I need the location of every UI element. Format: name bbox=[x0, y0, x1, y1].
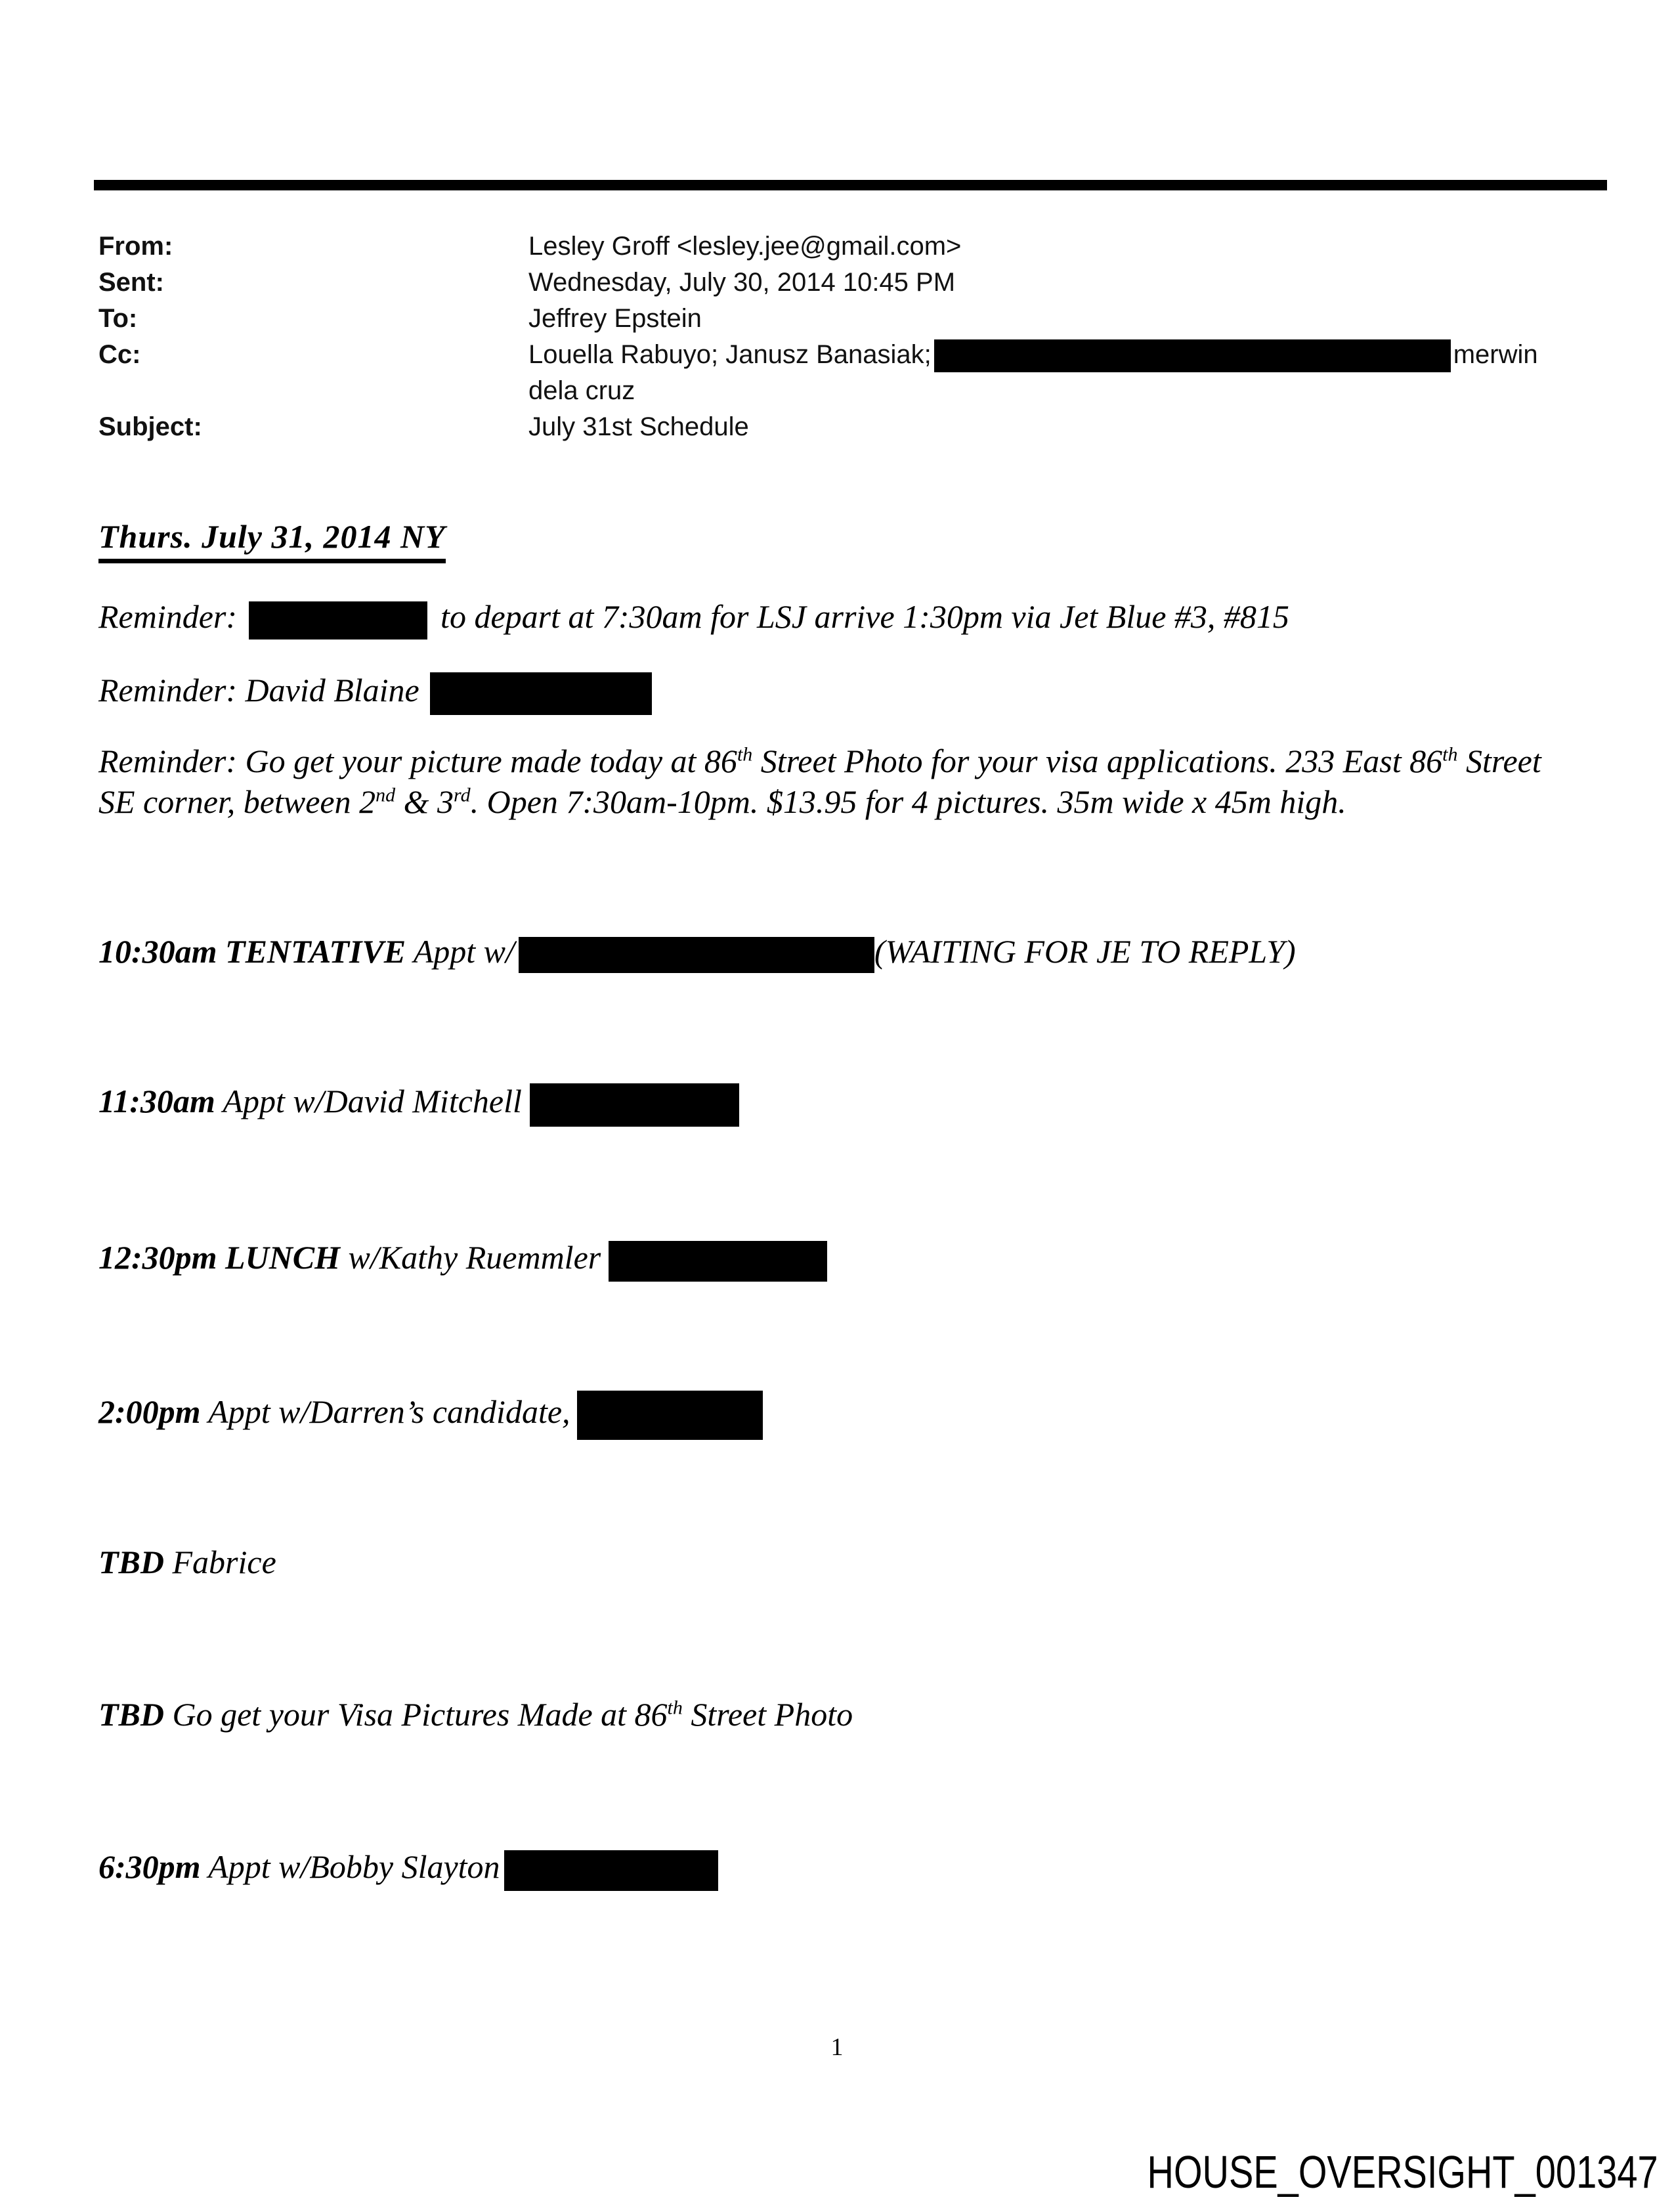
cc-value-line2: dela cruz bbox=[528, 376, 635, 405]
header-separator-bar bbox=[94, 180, 1607, 190]
item-1130-redaction-box bbox=[530, 1083, 739, 1127]
header-row-cc bbox=[98, 337, 1595, 409]
item-tbd1-text: Fabrice bbox=[172, 1544, 276, 1580]
header-row-to bbox=[98, 301, 1595, 337]
header-row-from bbox=[98, 228, 1595, 265]
reminder3-line1-part1: Reminder: Go get your picture made today at 86 bbox=[98, 743, 737, 779]
bates-stamp: HOUSE_OVERSIGHT_001347 bbox=[1147, 2146, 1658, 2198]
schedule-day-heading-text: Thurs. July 31, 2014 NY bbox=[98, 517, 446, 563]
cc-value-before-redaction: Louella Rabuyo; Janusz Banasiak; bbox=[528, 340, 932, 369]
schedule-item-200pm bbox=[98, 1391, 763, 1440]
reminder1-prefix: Reminder: bbox=[98, 598, 238, 635]
item-1130-time: 11:30am bbox=[98, 1083, 215, 1119]
header-row-subject bbox=[98, 409, 1595, 445]
item-1030-post: (WAITING FOR JE TO REPLY) bbox=[874, 933, 1296, 970]
schedule-item-630pm bbox=[98, 1848, 718, 1891]
cc-value-after-redaction: merwin bbox=[1453, 340, 1538, 369]
reminder3-line1-sup2: th bbox=[1442, 743, 1458, 766]
item-tbd2-text-part2: Street Photo bbox=[682, 1696, 853, 1733]
item-200-pre: Appt w/Darren’s candidate, bbox=[208, 1393, 570, 1430]
header-row-sent bbox=[98, 265, 1595, 301]
schedule-item-tbd-visa-pictures bbox=[98, 1695, 853, 1733]
cc-value bbox=[528, 337, 1595, 409]
reminder-david-blaine-line bbox=[98, 671, 652, 715]
item-tbd2-time: TBD bbox=[98, 1696, 164, 1733]
reminder3-line2-sup1: nd bbox=[376, 784, 396, 806]
item-1230-time: 12:30pm LUNCH bbox=[98, 1239, 341, 1276]
sent-value: Wednesday, July 30, 2014 10:45 PM bbox=[528, 268, 956, 297]
cc-label: Cc: bbox=[98, 340, 141, 369]
to-value: Jeffrey Epstein bbox=[528, 304, 702, 333]
reminder3-line1-part2: Street Photo for your visa applications. 233 East 86 bbox=[752, 743, 1443, 779]
schedule-item-1230pm bbox=[98, 1238, 827, 1282]
reminder3-line1-sup1: th bbox=[737, 743, 753, 766]
item-tbd2-text-part1: Go get your Visa Pictures Made at 86 bbox=[172, 1696, 668, 1733]
item-630-redaction-box bbox=[504, 1850, 718, 1891]
item-200-redaction-box bbox=[577, 1391, 763, 1440]
sent-label: Sent: bbox=[98, 268, 164, 297]
schedule-item-1030am bbox=[98, 932, 1296, 973]
item-200-time: 2:00pm bbox=[98, 1393, 201, 1430]
item-1130-pre: Appt w/David Mitchell bbox=[223, 1083, 522, 1119]
reminder2-prefix: Reminder: David Blaine bbox=[98, 672, 419, 708]
item-1030-redaction-box bbox=[519, 937, 874, 973]
from-value: Lesley Groff <lesley.jee@gmail.com> bbox=[528, 232, 962, 261]
reminder-visa-photo-line1 bbox=[98, 742, 1541, 780]
reminder3-line1-part3: Street bbox=[1457, 743, 1541, 779]
reminder3-line2-part2: & 3 bbox=[395, 783, 454, 820]
item-630-pre: Appt w/Bobby Slayton bbox=[208, 1848, 500, 1885]
item-1230-redaction-box bbox=[609, 1241, 827, 1282]
subject-value: July 31st Schedule bbox=[528, 412, 749, 441]
reminder2-redaction-box bbox=[430, 672, 652, 715]
reminder3-line2-part3: . Open 7:30am-10pm. $13.95 for 4 pictures. 35m wide x 45m high. bbox=[470, 783, 1346, 820]
reminder3-line2-part1: SE corner, between 2 bbox=[98, 783, 376, 820]
schedule-item-tbd-fabrice bbox=[98, 1543, 276, 1581]
item-630-time: 6:30pm bbox=[98, 1848, 201, 1885]
from-label: From: bbox=[98, 232, 173, 261]
reminder1-redaction-box bbox=[249, 601, 427, 640]
subject-label: Subject: bbox=[98, 412, 202, 441]
email-header bbox=[98, 228, 1595, 445]
item-1030-pre: Appt w/ bbox=[413, 933, 515, 970]
schedule-item-1130am bbox=[98, 1082, 739, 1127]
reminder1-suffix: to depart at 7:30am for LSJ arrive 1:30pm via Jet Blue #3, #815 bbox=[440, 598, 1289, 635]
reminder-visa-photo-line2 bbox=[98, 783, 1346, 821]
reminder3-line2-sup2: rd bbox=[454, 784, 471, 806]
cc-redaction-box bbox=[934, 339, 1451, 372]
schedule-day-heading bbox=[98, 517, 446, 563]
to-label: To: bbox=[98, 304, 138, 333]
page-number: 1 bbox=[830, 2033, 844, 2061]
item-tbd1-time: TBD bbox=[98, 1544, 164, 1580]
item-1230-pre: w/Kathy Ruemmler bbox=[348, 1239, 601, 1276]
item-tbd2-sup: th bbox=[667, 1697, 683, 1719]
reminder-depart-line bbox=[98, 597, 1289, 640]
item-1030-time: 10:30am TENTATIVE bbox=[98, 933, 406, 970]
